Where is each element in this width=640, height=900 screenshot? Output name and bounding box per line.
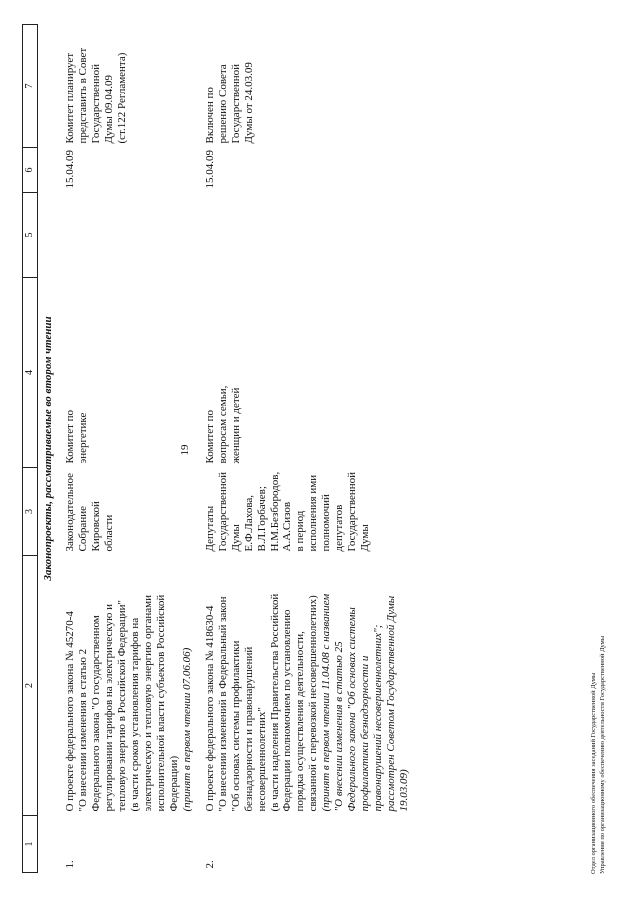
row-number: 2.: [203, 860, 216, 869]
page-number: 19: [179, 444, 191, 456]
bill-note: (принят в первом чтении 11.04.08 с названием "О внесении изменения в статью 25 Федерального закона "Об основах системы профилактики безнадзорности и правонарушений несовершеннолетних"; рассмотрен Советом Государственной Думы 19.03.09): [320, 593, 411, 812]
bill-committee: Комитет по энергетике: [63, 409, 89, 464]
bill-author: Депутаты Государственной Думы Е.Ф.Лахова, В.Л.Горбачев; Н.М.Безбородов, А.А.Сизов в период исполнения ими полномочий депутатов Государственной Думы: [203, 471, 372, 552]
bill-committee: Комитет по вопросам семьи, женщин и детей: [203, 385, 242, 464]
col5-cell: [61, 193, 194, 278]
table-row: [194, 25, 412, 873]
column-header-3: 3: [23, 468, 38, 556]
col5-cell: [194, 193, 412, 278]
table-row: [61, 25, 194, 873]
column-header-2: 2: [23, 556, 38, 816]
row-number: 1.: [63, 860, 76, 869]
bill-title: О проекте федерального закона № 45270-4 "О внесении изменения в статью 2 Федерального закона "О государственном регулировании тарифов на электрическую и тепловую энергию в Российской Федерации" (в части сроков установления тарифов на электрическую и тепловую энергию органами исполнительной власти субъектов Российской Федерации) (принят в первом чтении 07.06.06): [61, 556, 194, 816]
bill-title: О проекте федерального закона № 418630-4 "О внесении изменений в Федеральный закон "Об основах системы профилактики безнадзорности и правонарушений несовершеннолетних" (в части наделения Правительства Российской Федерации полномочием по установлению порядка осуществления деятельности, связанной с перевозкой несовершеннолетних) (принят в первом чтении 11.04.08 с названием "О внесении изменения в статью 25 Федерального закона "Об основах системы профилактики безнадзорности и правонарушений несовершеннолетних"; рассмотрен Советом Государственной Думы 19.03.09): [194, 556, 412, 816]
page-footer: [590, 636, 608, 874]
bill-date: 15.04.09: [63, 150, 76, 189]
column-header-1: 1: [23, 816, 38, 873]
footer-line: Управления по организационному обеспечению деятельности Государственной Думы: [598, 635, 606, 874]
bill-note: (принят в первом чтении 07.06.06): [180, 647, 193, 812]
column-header-row: [23, 25, 38, 873]
agenda-table: [22, 24, 411, 873]
footer-line: Отдел организационного обеспечения заседаний Государственной Думы: [590, 672, 597, 874]
section-row: [38, 25, 61, 873]
bill-author: Законодательное Собрание Кировской области: [63, 472, 115, 552]
column-header-7: 7: [23, 25, 38, 148]
section-title: Законопроекты, рассматриваемые во втором чтении: [42, 316, 54, 581]
column-header-5: 5: [23, 193, 38, 278]
column-header-6: 6: [23, 148, 38, 193]
bill-status: Включен по решению Совета Государственной Думы от 24.03.09: [203, 62, 255, 144]
bill-date: 15.04.09: [203, 150, 216, 189]
column-header-4: 4: [23, 278, 38, 468]
bill-status: Комитет планирует представить в Совет Государственной Думы 09.04.09 (ст.122 Регламента): [63, 47, 128, 144]
